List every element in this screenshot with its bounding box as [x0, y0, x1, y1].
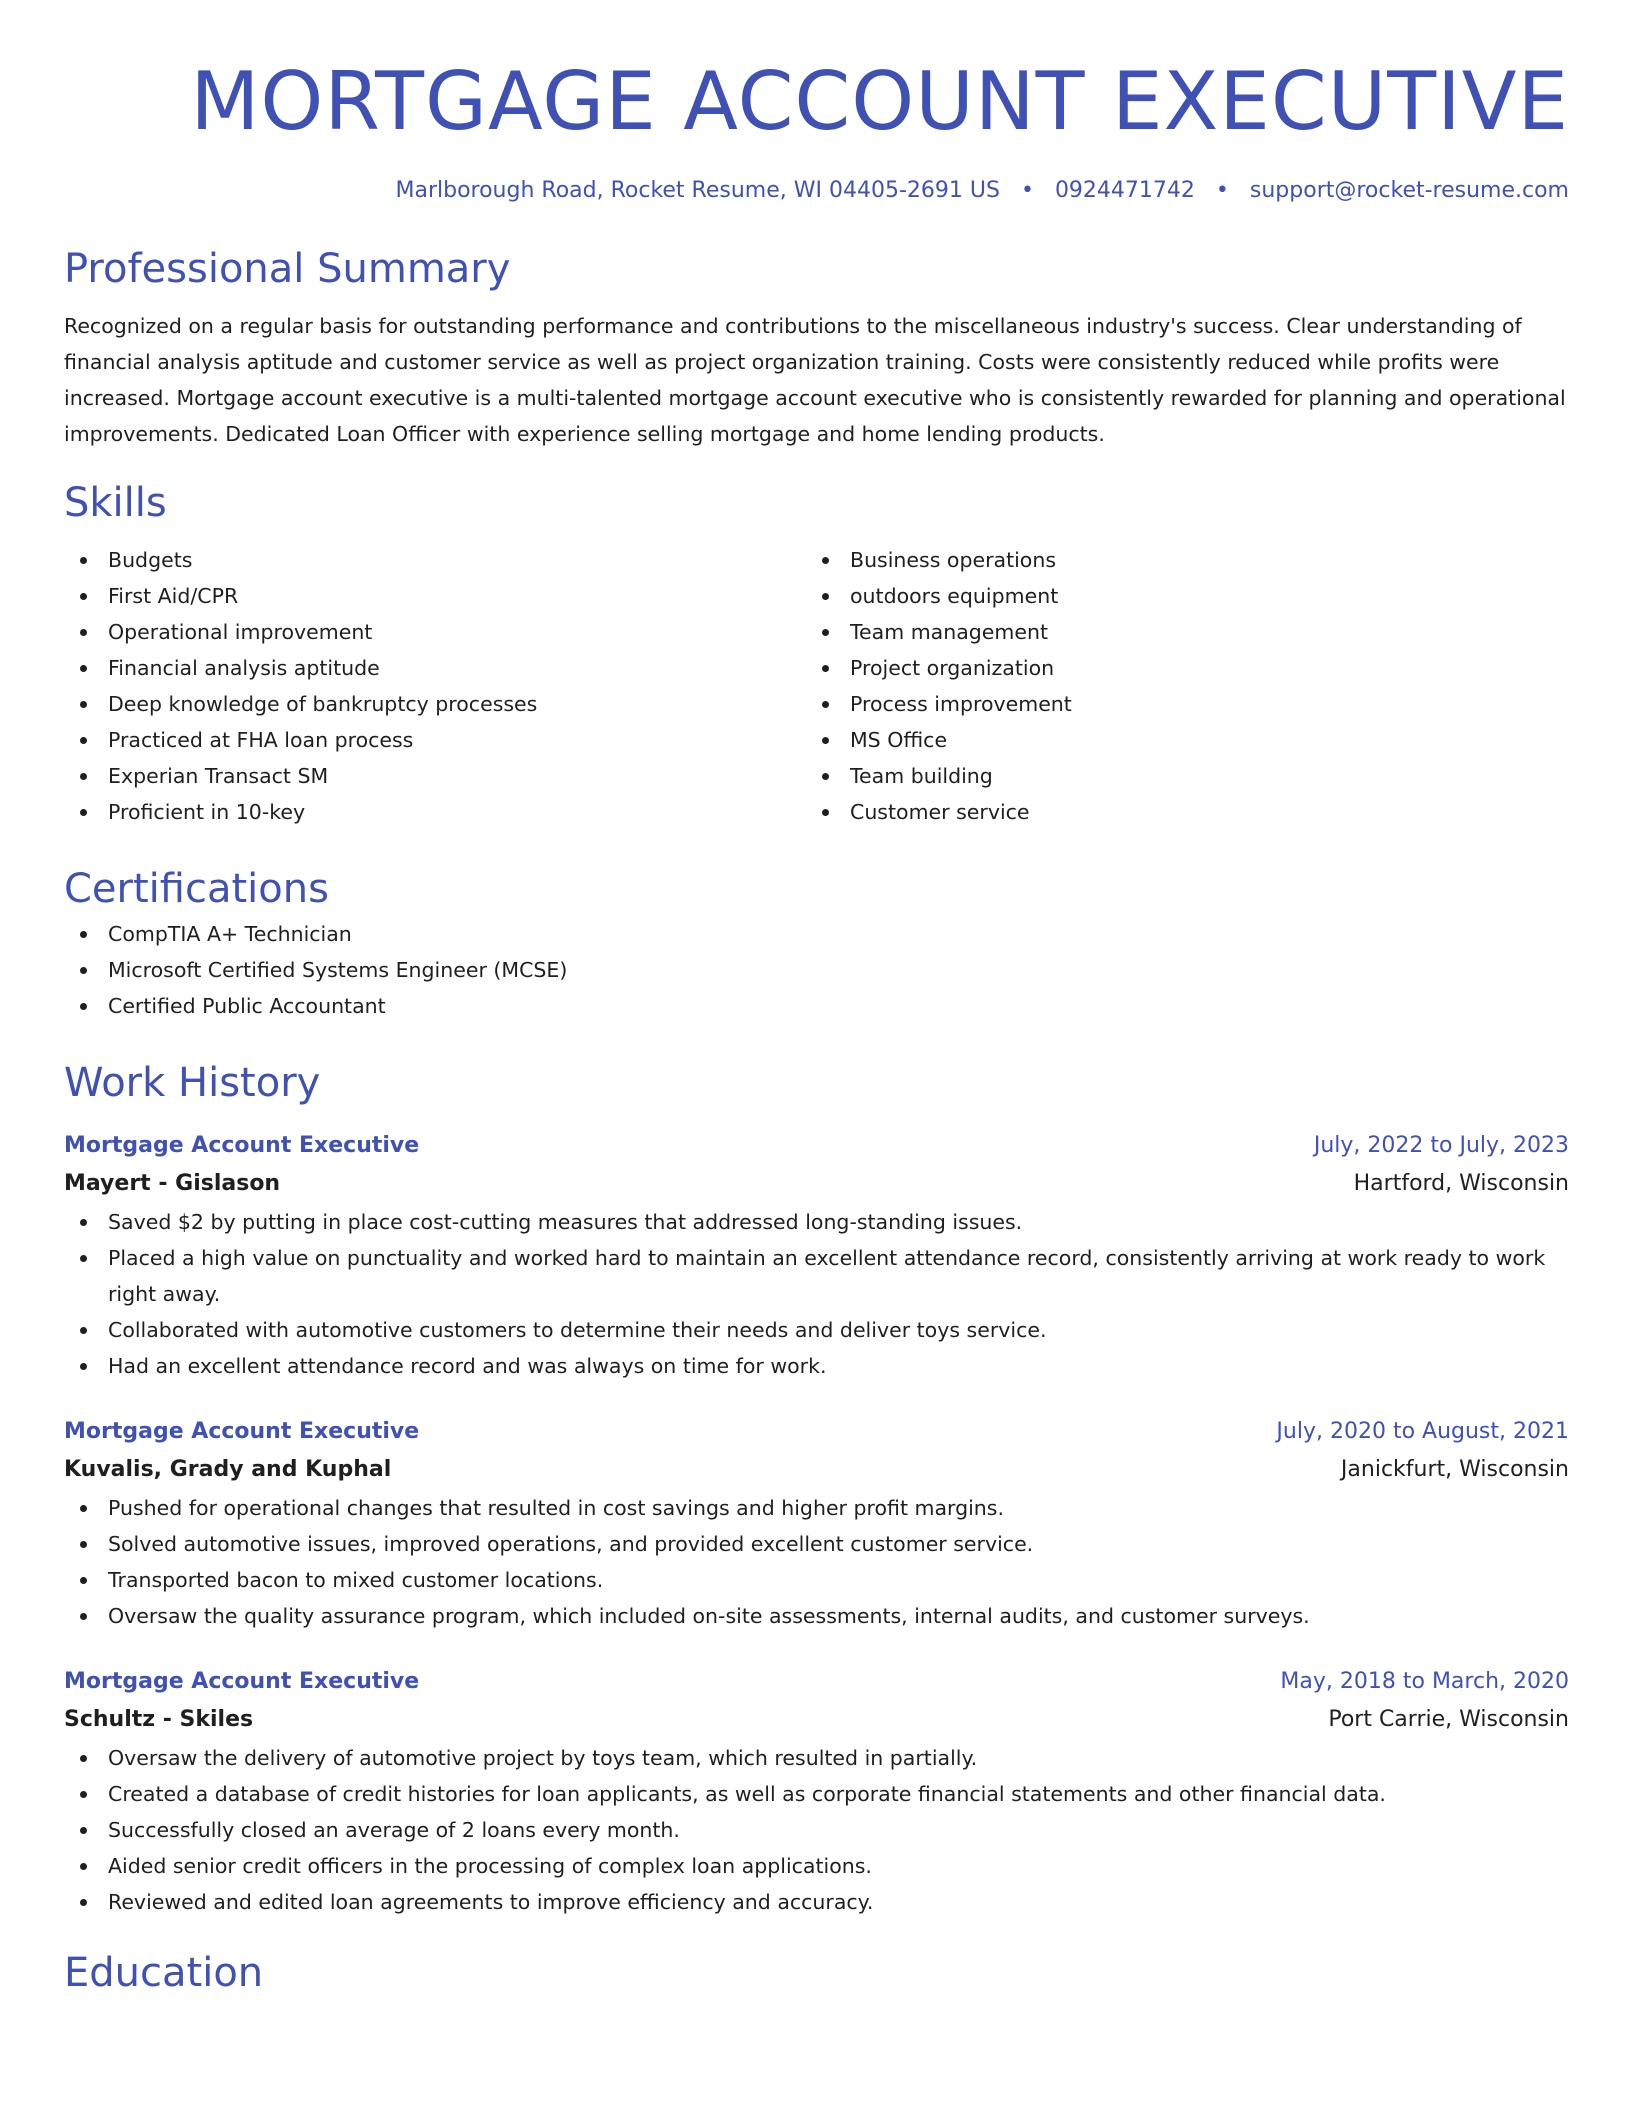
contact-separator: • — [1020, 178, 1034, 203]
contact-phone: 0924471742 — [1054, 178, 1195, 203]
skill-item: Project organization — [806, 650, 1548, 686]
certifications-heading: Certifications — [64, 866, 329, 912]
skill-item: Proficient in 10-key — [64, 794, 806, 830]
job-entry — [64, 1664, 1569, 1920]
job-location: Hartford, Wisconsin — [1353, 1171, 1569, 1196]
job-bullet: Successfully closed an average of 2 loans every month. — [64, 1812, 1569, 1848]
skill-item: First Aid/CPR — [64, 578, 806, 614]
job-bullet: Collaborated with automotive customers to determine their needs and deliver toys service. — [64, 1312, 1569, 1348]
skills-list-right — [806, 542, 1548, 830]
certification-item: Microsoft Certified Systems Engineer (MCSE) — [64, 952, 1569, 988]
job-bullet: Had an excellent attendance record and was always on time for work. — [64, 1348, 1569, 1384]
job-location: Port Carrie, Wisconsin — [1328, 1707, 1569, 1732]
job-company: Mayert - Gislason — [64, 1171, 281, 1196]
job-bullets — [64, 1204, 1569, 1384]
skill-item: Business operations — [806, 542, 1548, 578]
resume-page — [64, 0, 1569, 2000]
job-header-row — [64, 1664, 1569, 1700]
job-bullet: Aided senior credit officers in the processing of complex loan applications. — [64, 1848, 1569, 1884]
job-bullet: Oversaw the quality assurance program, which included on-site assessments, internal audits, and customer surveys. — [64, 1598, 1569, 1634]
certifications-list — [64, 916, 1569, 1024]
work-history-heading: Work History — [64, 1060, 321, 1106]
job-dates: July, 2022 to July, 2023 — [1313, 1133, 1569, 1158]
skill-item: Operational improvement — [64, 614, 806, 650]
skills-list-left — [64, 542, 806, 830]
skill-item: Process improvement — [806, 686, 1548, 722]
contact-line — [64, 176, 1569, 206]
job-header-row — [64, 1414, 1569, 1450]
skill-item: MS Office — [806, 722, 1548, 758]
job-bullet: Oversaw the delivery of automotive project by toys team, which resulted in partially. — [64, 1740, 1569, 1776]
job-bullet: Transported bacon to mixed customer locations. — [64, 1562, 1569, 1598]
contact-separator: • — [1215, 178, 1229, 203]
skill-item: Team management — [806, 614, 1548, 650]
job-title: Mortgage Account Executive — [64, 1419, 420, 1444]
job-dates: May, 2018 to March, 2020 — [1280, 1669, 1569, 1694]
skill-item: Financial analysis aptitude — [64, 650, 806, 686]
job-entry — [64, 1128, 1569, 1384]
certification-item: Certified Public Accountant — [64, 988, 1569, 1024]
job-bullet: Pushed for operational changes that resulted in cost savings and higher profit margins. — [64, 1490, 1569, 1526]
job-company-row — [64, 1164, 1569, 1204]
job-bullets — [64, 1490, 1569, 1634]
job-company-row — [64, 1450, 1569, 1490]
skill-item: Practiced at FHA loan process — [64, 722, 806, 758]
skill-item: outdoors equipment — [806, 578, 1548, 614]
job-bullets — [64, 1740, 1569, 1920]
skill-item: Team building — [806, 758, 1548, 794]
skills-heading: Skills — [64, 480, 167, 526]
job-location: Janickfurt, Wisconsin — [1340, 1457, 1569, 1482]
job-bullet: Created a database of credit histories for loan applicants, as well as corporate financial statements and other financial data. — [64, 1776, 1569, 1812]
job-header-row — [64, 1128, 1569, 1164]
job-bullet: Saved $2 by putting in place cost-cutting measures that addressed long-standing issues. — [64, 1204, 1569, 1240]
skill-item: Experian Transact SM — [64, 758, 806, 794]
job-company: Schultz - Skiles — [64, 1707, 254, 1732]
job-title: Mortgage Account Executive — [64, 1133, 420, 1158]
contact-address: Marlborough Road, Rocket Resume, WI 04405-2691 US — [395, 178, 1000, 203]
job-dates: July, 2020 to August, 2021 — [1276, 1419, 1569, 1444]
job-entry — [64, 1414, 1569, 1634]
job-company: Kuvalis, Grady and Kuphal — [64, 1457, 392, 1482]
certification-item: CompTIA A+ Technician — [64, 916, 1569, 952]
summary-heading: Professional Summary — [64, 246, 511, 292]
skill-item: Deep knowledge of bankruptcy processes — [64, 686, 806, 722]
contact-email[interactable]: support@rocket-resume.com — [1249, 178, 1569, 203]
education-heading: Education — [64, 1950, 264, 1996]
job-title: Mortgage Account Executive — [64, 1669, 420, 1694]
summary-text: Recognized on a regular basis for outstanding performance and contributions to the miscellaneous industry's success. Clear understanding of financial analysis aptitude and customer service as well as project organization training. Costs were consistently reduced while profits were increased. Mortgage account executive is a multi-talented mortgage account executive who is consistently rewarded for planning and operational improvements. Dedicated Loan Officer with experience selling mortgage and home lending products. — [64, 314, 1566, 446]
job-bullet: Reviewed and edited loan agreements to improve efficiency and accuracy. — [64, 1884, 1569, 1920]
job-bullet: Placed a high value on punctuality and worked hard to maintain an excellent attendance record, consistently arriving at work ready to work right away. — [64, 1240, 1569, 1312]
resume-title: MORTGAGE ACCOUNT EXECUTIVE — [190, 55, 1569, 148]
skill-item: Customer service — [806, 794, 1548, 830]
skills-grid — [64, 542, 1569, 830]
job-company-row — [64, 1700, 1569, 1740]
skill-item: Budgets — [64, 542, 806, 578]
job-bullet: Solved automotive issues, improved operations, and provided excellent customer service. — [64, 1526, 1569, 1562]
